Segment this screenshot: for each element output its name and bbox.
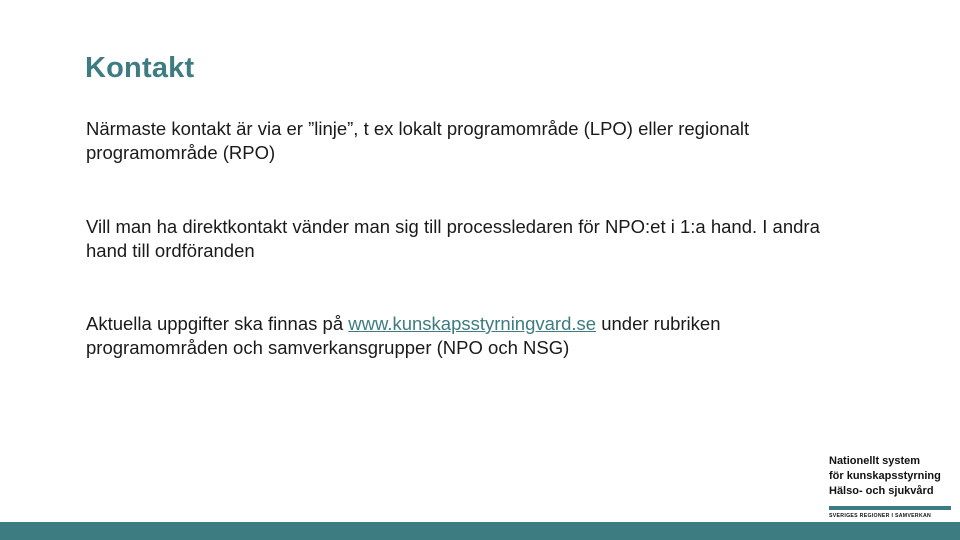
- website-link[interactable]: www.kunskapsstyrningvard.se: [348, 313, 597, 334]
- bottom-accent-bar: [0, 522, 960, 540]
- logo-line-1: Nationellt system: [829, 455, 921, 467]
- paragraph-text-before-link: Aktuella uppgifter ska finnas på: [86, 313, 349, 334]
- logo-line-3: Hälso- och sjukvård: [829, 485, 934, 497]
- paragraph-current-info: [86, 312, 846, 360]
- logo-divider: [829, 506, 951, 510]
- paragraph-text-after-link: under rubriken programområden och samverkansgrupper (NPO och NSG): [86, 313, 721, 358]
- logo-tagline: SVERIGES REGIONER I SAMVERKAN: [829, 513, 932, 519]
- logo-line-2: för kunskapsstyrning: [829, 470, 941, 482]
- paragraph-contact-line: Närmaste kontakt är via er ”linje”, t ex lokalt programområde (LPO) eller regionalt programområde (RPO): [86, 118, 750, 163]
- paragraph-direct-contact: Vill man ha direktkontakt vänder man sig till processledaren för NPO:et i 1:a hand. I andra hand till ordföranden: [86, 216, 820, 261]
- organization-logo: [829, 454, 953, 519]
- slide-title: Kontakt: [85, 52, 195, 84]
